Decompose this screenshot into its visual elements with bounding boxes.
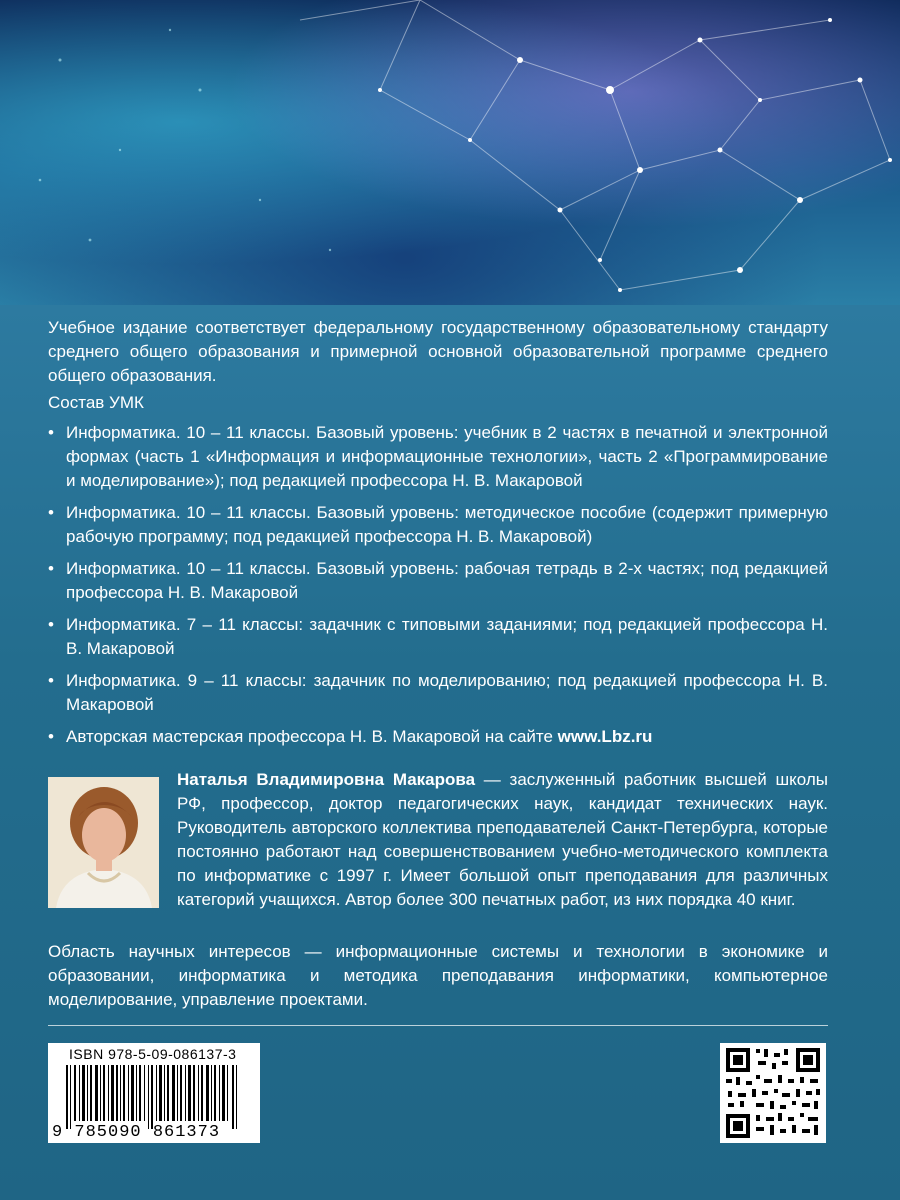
barcode-digits: 9 785090 861373 (52, 1123, 221, 1142)
author-name: Наталья Владимировна Макарова (177, 770, 476, 789)
list-item: • Информатика. 10 – 11 классы. Базовый уровень: учебник в 2 частях в печатной и электронной формах (часть 1 «Информация и информационные технологии», часть 2 «Программирование и моделирование»); под редакцией профессора Н. В. Макаровой (48, 421, 828, 493)
author-bio-text: — заслуженный работник высшей школы РФ, профессор, доктор педагогических наук, кандидат технических наук. Руководитель авторского коллектива преподавателей Санкт-Петербурга, которые постоянно работают над совершенствованием учебно-методического комплекта по информатике с 1997 г. Имеет большой опыт преподавания для различных категорий учащихся. Автор более 300 печатных работ, из них порядка 40 книг. (177, 770, 829, 909)
qr-code-icon (720, 1043, 826, 1143)
list-item: • Информатика. 7 – 11 классы: задачник с типовыми заданиями; под редакцией профессора Н. В. Макаровой (48, 613, 828, 661)
qr-code (720, 1043, 826, 1143)
research-interests: Область научных интересов — информационные системы и технологии в экономике и образовании, информатика и методика преподавания информатики, компьютерное моделирование, управление проектами. (48, 942, 828, 1009)
list-item: • Информатика. 10 – 11 классы. Базовый уровень: рабочая тетрадь в 2-х частях; под редакцией профессора Н. В. Макаровой (48, 557, 828, 605)
list-item (48, 725, 828, 749)
list-item: • Информатика. 9 – 11 классы: задачник по моделированию; под редакцией профессора Н. В. Макаровой (48, 669, 828, 717)
umk-list (48, 421, 828, 757)
list-item: • Информатика. 10 – 11 классы. Базовый уровень: методическое пособие (содержит примерную рабочую программу; под редакцией профессора Н. В. Макаровой) (48, 501, 828, 549)
intro-paragraph: Учебное издание соответствует федеральному государственному образовательному стандарту среднего общего образования и примерной основной образовательной программе среднего общего образования. (48, 318, 828, 385)
author-bio (177, 768, 828, 912)
umk-heading: Состав УМК (48, 393, 144, 412)
isbn-barcode (48, 1043, 260, 1143)
website-link[interactable]: www.Lbz.ru (557, 727, 653, 746)
isbn-label: ISBN 978-5-09-086137-3 (69, 1046, 237, 1062)
portrait-image (48, 777, 159, 908)
website-text: Авторская мастерская профессора Н. В. Макаровой на сайте (66, 727, 558, 746)
divider (48, 1025, 828, 1026)
author-photo (48, 777, 159, 908)
